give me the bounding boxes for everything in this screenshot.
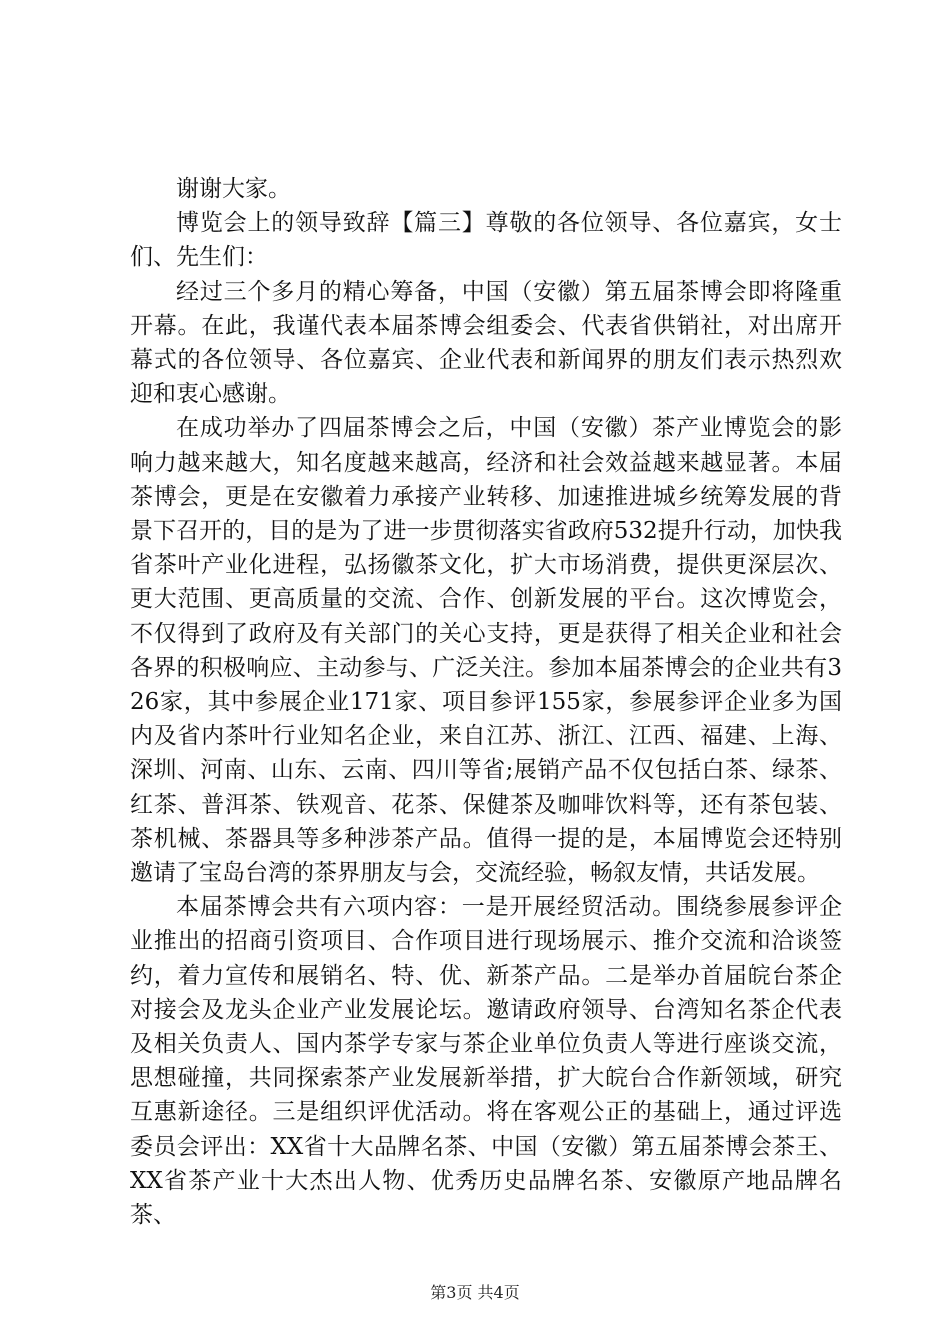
paragraph-expo-background: 在成功举办了四届茶博会之后，中国（安徽）茶产业博览会的影响力越来越大，知名度越来越高，经济和社会效益越来越显著。本届茶博会，更是在安徽着力承接产业转移、加速推进城乡统筹发展的背景下召开的，目的是为了进一步贯彻落实省政府532提升行动，加快我省茶叶产业化进程，弘扬徽茶文化，扩大市场消费，提供更深层次、更大范围、更高质量的交流、合作、创新发展的平台。这次博览会，不仅得到了政府及有关部门的关心支持，更是获得了相关企业和社会各界的积极响应、主动参与、广泛关注。参加本届茶博会的企业共有326家，其中参展企业171家、项目参评155家，参展参评企业多为国内及省内茶叶行业知名企业，来自江苏、浙江、江西、福建、上海、深圳、河南、山东、云南、四川等省;展销产品不仅包括白茶、绿茶、红茶、普洱茶、铁观音、花茶、保健茶及咖啡饮料等，还有茶包装、茶机械、茶器具等多种涉茶产品。值得一提的是，本届博览会还特别邀请了宝岛台湾的茶界朋友与会，交流经验，畅叙友情，共话发展。 [130,415,842,887]
page-number-footer: 第3页 共4页 [430,1283,520,1302]
document-body [130,172,842,1232]
paragraph-speech-heading: 博览会上的领导致辞【篇三】尊敬的各位领导、各位嘉宾，女士们、先生们： [130,210,842,271]
paragraph-expo-contents: 本届茶博会共有六项内容：一是开展经贸活动。围绕参展参评企业推出的招商引资项目、合作项目进行现场展示、推介交流和洽谈签约，着力宣传和展销名、特、优、新茶产品。二是举办首届皖台茶企对接会及龙头企业产业发展论坛。邀请政府领导、台湾知名茶企代表及相关负责人、国内茶学专家与茶企业单位负责人等进行座谈交流，思想碰撞，共同探索茶产业发展新举措，扩大皖台合作新领域，研究互惠新途径。三是组织评优活动。将在客观公正的基础上，通过评选委员会评出：XX省十大品牌名茶、中国（安徽）第五届茶博会茶王、XX省茶产业十大杰出人物、优秀历史品牌名茶、安徽原产地品牌名茶、 [130,894,842,1229]
paragraph-closing-thanks: 谢谢大家。 [176,176,291,202]
paragraph-opening-welcome: 经过三个多月的精心筹备，中国（安徽）第五届茶博会即将隆重开幕。在此，我谨代表本届茶博会组委会、代表省供销社，对出席开幕式的各位领导、各位嘉宾、企业代表和新闻界的朋友们表示热烈欢迎和衷心感谢。 [130,278,842,408]
